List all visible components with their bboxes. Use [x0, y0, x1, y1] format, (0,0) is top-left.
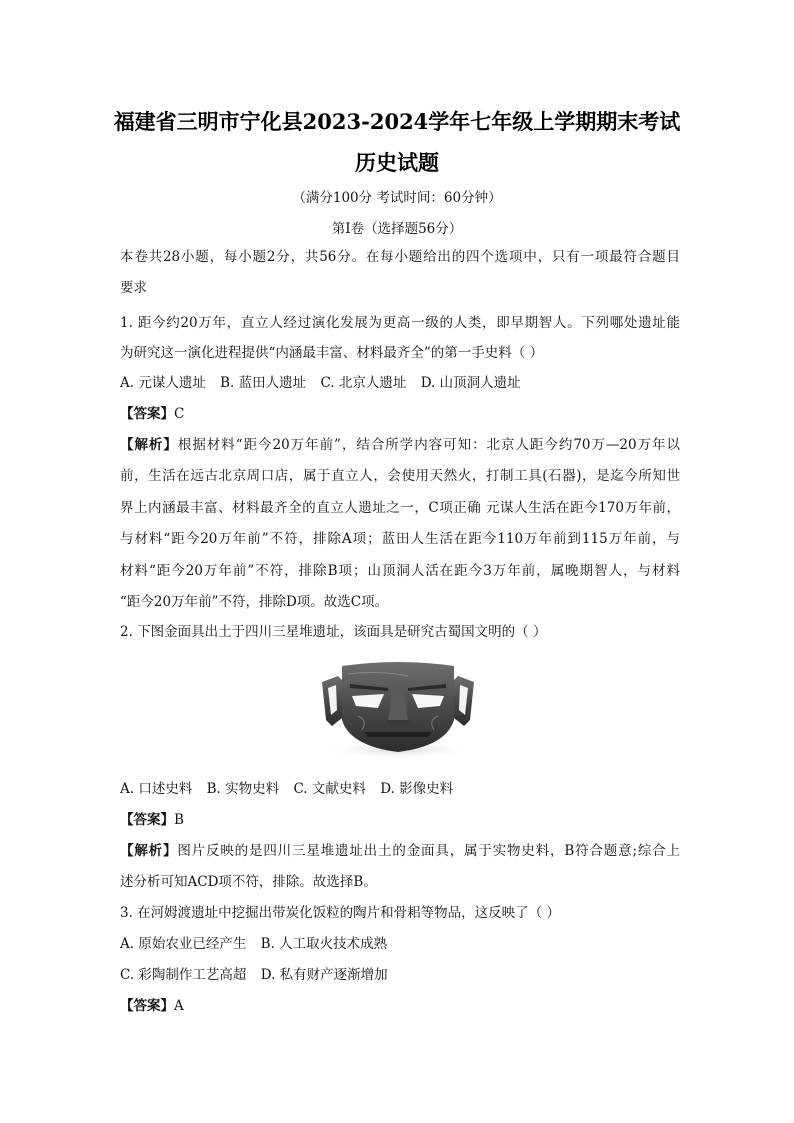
q2-option-d: D. 影像史料 — [380, 781, 454, 797]
q2-options — [120, 779, 680, 799]
q1-analysis-label: 【解析】 — [120, 437, 178, 453]
q2-analysis-line-1 — [120, 841, 680, 861]
exam-info: （满分100分 考试时间：60分钟） — [292, 190, 502, 206]
q3-stem: 3. 在河姆渡遗址中挖掘出带炭化饭粒的陶片和骨耜等物品，这反映了（ ） — [120, 905, 560, 921]
q3-answer-value: A — [174, 998, 184, 1014]
q3-answer — [120, 996, 680, 1016]
instructions-line-2: 要求 — [120, 280, 147, 296]
q1-analysis-line-2: 前，生活在远古北京周口店，属于直立人，会使用天然火，打制工具(石器)，是迄今所知世 — [120, 468, 680, 484]
q1-analysis-line-5: 材料“距今20万年前”不符，排除B项；山顶洞人活在距今3万年前，属晚期智人，与材料 — [120, 563, 680, 579]
q2-answer-value: B — [174, 812, 184, 828]
q1-analysis-line-3: 界上内涵最丰富、材料最齐全的直立人遗址之一，C项正确 元谋人生活在距今170万年前， — [120, 500, 680, 516]
q1-option-c: C. 北京人遗址 — [320, 375, 407, 391]
instructions-line-1: 本卷共28小题，每小题2分，共56分。在每小题给出的四个选项中，只有一项最符合题目 — [120, 249, 680, 265]
q1-analysis-line-1 — [120, 435, 680, 455]
q3-option-c: C. 彩陶制作工艺高超 — [120, 967, 247, 983]
q2-option-c: C. 文献史料 — [293, 781, 366, 797]
q3-answer-label: 【答案】 — [120, 998, 174, 1014]
q1-analysis-line-4: 与材料“距今20万年前”不符，排除A项；蓝田人生活在距今110万年前到115万年前，与 — [120, 531, 680, 547]
q1-option-a: A. 元谋人遗址 — [120, 375, 206, 391]
q3-option-b: B. 人工取火技术成熟 — [260, 936, 388, 952]
document-subtitle: 历史试题 — [355, 150, 439, 175]
q3-option-d: D. 私有财产逐渐增加 — [260, 967, 388, 983]
q2-analysis-label: 【解析】 — [120, 843, 178, 859]
q1-answer-value: C — [174, 406, 185, 422]
q1-answer — [120, 404, 680, 424]
q3-options-row-1 — [120, 934, 680, 954]
gold-mask-image — [318, 660, 478, 760]
q2-answer-label: 【答案】 — [120, 812, 174, 828]
q1-stem-line-2: 为研究这一演化进程提供“内涵最丰富、材料最齐全”的第一手史料（ ） — [120, 345, 544, 361]
q2-answer — [120, 810, 680, 830]
q2-analysis-text-1: 图片反映的是四川三星堆遗址出土的金面具，属于实物史料，B符合题意;综合上 — [177, 843, 681, 859]
q1-option-b: B. 蓝田人遗址 — [220, 375, 307, 391]
q1-analysis-line-6: “距今20万年前”不符，排除D项。故选C项。 — [120, 594, 389, 610]
q1-options — [120, 373, 680, 393]
q1-analysis-text-1: 根据材料“距今20万年前”，结合所学内容可知：北京人距今约70万—20万年以 — [177, 437, 680, 453]
q3-option-a: A. 原始农业已经产生 — [120, 936, 247, 952]
q1-option-d: D. 山顶洞人遗址 — [420, 375, 521, 391]
q1-answer-label: 【答案】 — [120, 406, 174, 422]
q2-analysis-line-2: 述分析可知ACD项不符，排除。故选择B。 — [120, 874, 377, 890]
q3-options-row-2 — [120, 965, 680, 985]
q2-stem: 2. 下图金面具出土于四川三星堆遗址，该面具是研究古蜀国文明的（ ） — [120, 624, 547, 640]
document-title: 福建省三明市宁化县2023-2024学年七年级上学期期末考试 — [113, 109, 681, 134]
q2-option-b: B. 实物史料 — [206, 781, 280, 797]
q2-option-a: A. 口述史料 — [120, 781, 193, 797]
q1-stem-line-1: 1. 距今约20万年，直立人经过演化发展为更高一级的人类，即早期智人。下列哪处遗址能 — [120, 315, 680, 331]
section-title: 第Ⅰ卷（选择题56分） — [331, 221, 463, 237]
